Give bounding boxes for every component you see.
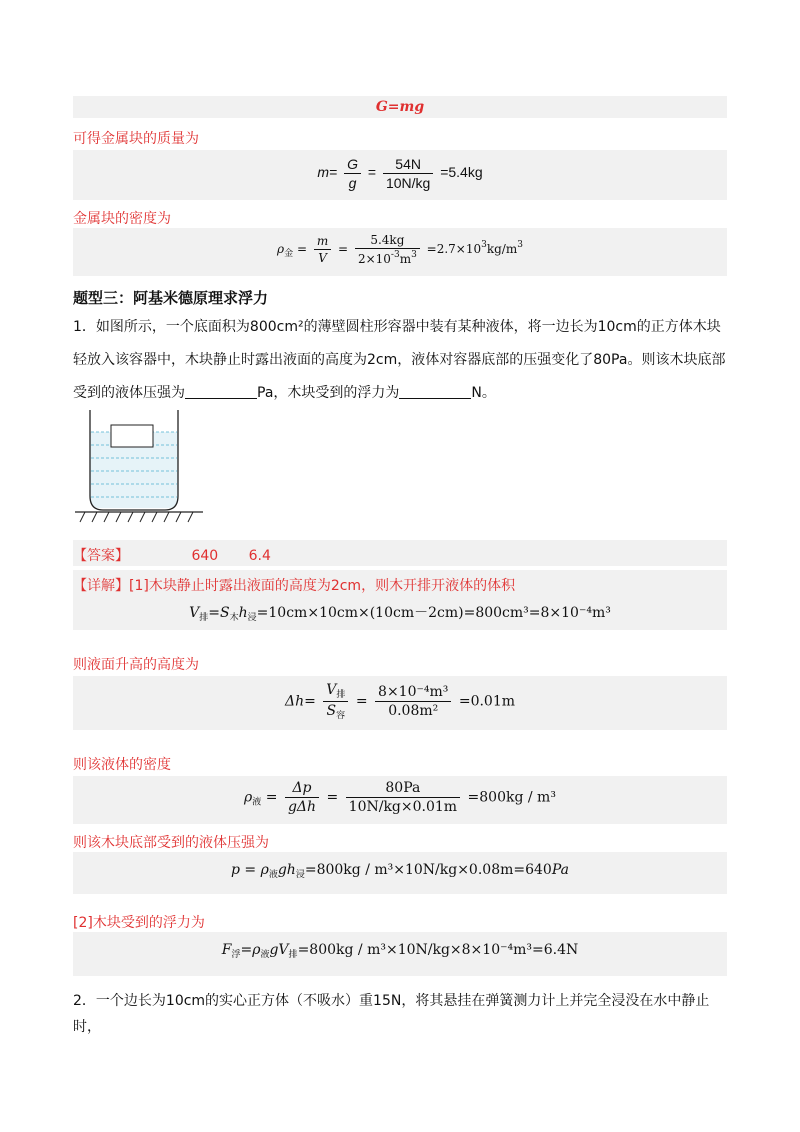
container-diagram [73, 408, 208, 528]
formula-box-4: Δh= $\frac{V_排}{S_容}$ = $\frac{\text{8×10⁻⁴m³}}{\text{0.08m²}}$ =0.01m [73, 676, 727, 730]
label-density: 金属块的密度为 [73, 211, 171, 227]
formula-box-0 [73, 96, 727, 118]
answer-blank-1[interactable] [185, 384, 257, 399]
question-1: 1．如图所示，一个底面积为800cm²的薄壁圆柱形容器中装有某种液体，将一边长为10cm的正方体木块 轻放入该容器中，木块静止时露出液面的高度为2cm，液体对容器底部的压强变化了80Pa。则该木块底部 受到的液体压强为 Pa，木块受到的浮力为 N。 [73, 319, 726, 401]
formula-box-1: m= $\frac{G}{g}$ = $\frac{54N}{10N/kg}$ =5.4kg [73, 150, 727, 200]
label-liquid-density: 则该液体的密度 [73, 757, 171, 773]
formula-box-5: $\rho_液$ = $\frac{\Delta p}{\text{gΔh}}$ = $\frac{80Pa}{10N/kg\times 0.01m}$ =800kg / m³ [73, 776, 727, 824]
detail-line: 【详解】[1]木块静止时露出液面的高度为2cm，则木开排开液体的体积 [73, 578, 516, 594]
label-rise: 则液面升高的高度为 [73, 657, 199, 673]
label-mass: 可得金属块的质量为 [73, 131, 199, 147]
question-2: 2．一个边长为10cm的实心正方体（不吸水）重15N，将其悬挂在弹簧测力计上并完全浸没在水中静止时， [73, 993, 710, 1035]
answer-line: 【答案】 640 6.4 [73, 548, 271, 564]
label-pressure: 则该木块底部受到的液体压强为 [73, 835, 269, 851]
formula-box-7: $F_浮=\rho_液gV_排=800kg / m^3\times 10N/kg\times 8\times 10^{-4}m^3=6.4N$ [73, 932, 727, 976]
formula-box-6: $p = \rho_液gh_浸=800kg / m^3\times 10N/kg\times 0.08m=640Pa$ [73, 852, 727, 894]
answer-blank-2[interactable] [399, 384, 471, 399]
formula-3: $V_排=S_木h_浸=10cm\times 10cm\times(10cm-2cm)=800cm^3=8\times 10^{-4}m^3$ [189, 605, 611, 623]
label-buoyancy: [2]木块受到的浮力为 [73, 915, 205, 931]
formula-g-mg: G=mg [375, 99, 425, 115]
section-heading: 题型三：阿基米德原理求浮力 [73, 289, 269, 307]
formula-box-2: $\rho_金$ = $\frac{m}{V}$ = $\frac{5.4kg}{2\times 10^{-3}m^3}$ $=2.7\times 10^3kg/m^3$ [73, 228, 727, 276]
